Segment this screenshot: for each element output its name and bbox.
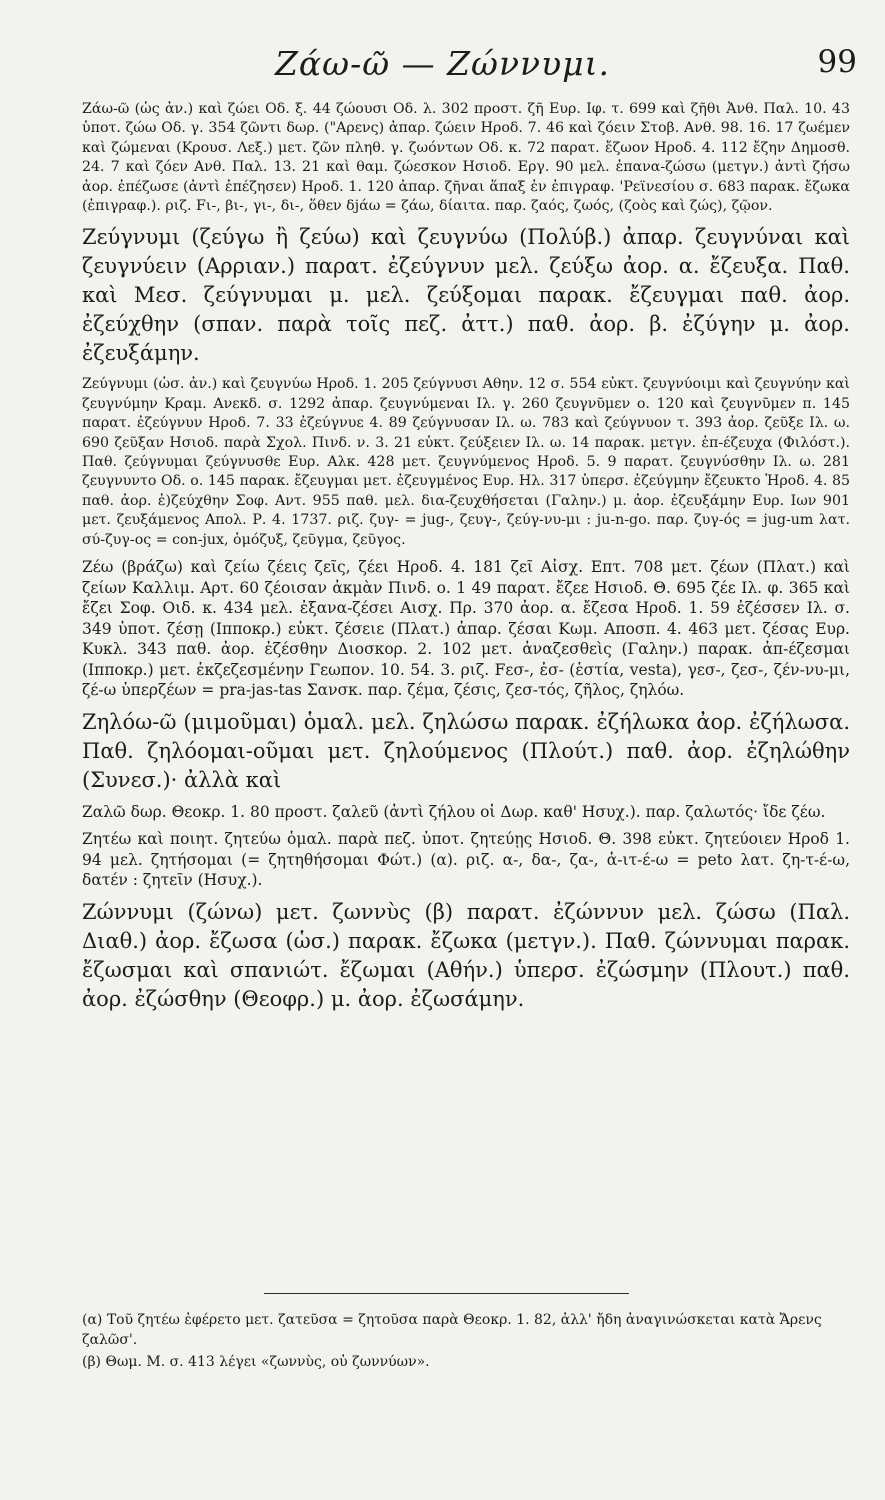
footnotes — [82, 1310, 850, 1374]
running-head — [0, 40, 885, 88]
entry-zeugnymi-detail: Ζεύγνυμι (ὡσ. ἀν.) καὶ ζευγνύω Ηροδ. 1. 205 ζεύγνυσι Αθην. 12 σ. 554 εὐκτ. ζευγνύοιμι καὶ ζευγνύην καὶ ζευγνύμην Κραμ. Ανεκδ. σ. 1292 ἀπαρ. ζευγνύμεναι Ιλ. γ. 260 ζευγνῦμεν ο. 120 καὶ ζευγνῦμεν π. 145 παρατ. ἐζεύγνυν Ηροδ. 7. 33 ἐζεύγνυε 4. 89 ζεύγνυσαν Ιλ. ω. 783 καὶ ζεύγνυον τ. 393 ἀορ. ζεῦξε Ιλ. ω. 690 ζεῦξαν Ησιοδ. παρὰ Σχολ. Πινδ. ν. 3. 21 εὐκτ. ζεύξειεν Ιλ. ω. 14 παρακ. μετγν. ἐπ-έζευχα (Φιλόστ.). Παθ. ζεύγνυμαι ζεύγνυσθε Ευρ. Αλκ. 428 μετ. ζευγνύμενος Ηροδ. 5. 9 παρατ. ζευγνύσθην Ιλ. ω. 281 ζευγνυντο Οδ. ο. 145 παρακ. ἔζευγμαι μετ. ἐζευγμένος Ευρ. Ηλ. 317 ὑπερσ. ἐζεύγμην ἔζευκτο Ἡροδ. 4. 85 παθ. ἀορ. ἐ)ζεύχθην Σοφ. Αντ. 955 παθ. μελ. δια-ζευχθήσεται (Γαλην.) μ. ἀορ. ἐζευξάμην Ευρ. Ιων 901 μετ. ζευξάμενος Απολ. Ρ. 4. 1737. ριζ. ζυγ- = jug-, ζευγ-, ζεύγ-νυ-μι : ju-n-go. παρ. ζυγ-ός = jug-um λατ. σύ-ζυγ-ος = con-jux, ὁμόζυξ, ζεῦγμα, ζεῦγος. — [82, 376, 850, 548]
footnote-b: (β) Θωμ. Μ. σ. 413 λέγει «ζωννὺς, οὐ ζωννύων». — [82, 1354, 430, 1370]
page-title: Ζάω-ῶ — Ζώννυμι. — [274, 44, 611, 83]
footnote-a: (α) Τοῦ ζητέω ἐφέρετο μετ. ζατεῦσα = ζητοῦσα παρὰ Θεοκρ. 1. 82, ἀλλ' ἤδη ἀναγινώσκεται κατὰ Ἄρενς ζαλῶσ'. — [82, 1312, 822, 1348]
body-text — [82, 100, 850, 1021]
entry-zalo: Ζαλῶ δωρ. Θεοκρ. 1. 80 προστ. ζαλεῦ (ἀντὶ ζήλου οἱ Δωρ. καθ' Ησυχ.). παρ. ζαλωτός· ἴδε ζέω. — [82, 802, 826, 821]
entry-zao: Ζάω-ῶ (ὡς ἀν.) καὶ ζώει Οδ. ξ. 44 ζώουσι Οδ. λ. 302 προστ. ζῆ Ευρ. Ιφ. τ. 699 καὶ ζῆθι Ἀνθ. Παλ. 10. 43 ὑποτ. ζώω Οδ. γ. 354 ζῶντι δωρ. ("Αρενς) ἀπαρ. ζώειν Ηροδ. 7. 46 καὶ ζόειν Στοβ. Ανθ. 98. 16. 17 ζωέμεν καὶ ζώμεναι (Κρουσ. Λεξ.) μετ. ζῶν πληθ. γ. ζωόντων Οδ. κ. 72 παρατ. ἔζωον Ηροδ. 4. 112 ἔζην Δημοσθ. 24. 7 καὶ ζόεν Ανθ. Παλ. 13. 21 καὶ θαμ. ζώεσκον Ησιοδ. Εργ. 90 μελ. ἐπανα-ζώσω (μετγν.) ἀντὶ ζήσω ἀορ. ἐπέζωσε (ἀντὶ ἐπέζησεν) Ηροδ. 1. 120 ἀπαρ. ζῆναι ἅπαξ ἐν ἐπιγραφ. 'Ρεϊνεσίου σ. 683 παρακ. ἔζωκα (ἐπιγραφ.). ριζ. Fι-, βι-, γι-, δι-, ὅθεν δjάω = ζάω, δίαιτα. παρ. ζαός, ζωός, (ζοὸς καὶ ζώς), ζῷον. — [82, 101, 850, 215]
entry-zeloo: Ζηλόω-ῶ (μιμοῦμαι) ὁμαλ. μελ. ζηλώσω παρακ. ἐζήλωκα ἀορ. ἐζήλωσα. Παθ. ζηλόομαι-οῦμαι μετ. ζηλούμενος (Πλούτ.) παθ. ἀορ. ἐζηλώθην (Συνεσ.)· ἀλλὰ καὶ — [82, 709, 850, 792]
entry-zeo: Ζέω (βράζω) καὶ ζείω ζέεις ζεῖς, ζέει Ηροδ. 4. 181 ζεῖ Αἰσχ. Επτ. 708 μετ. ζέων (Πλατ.) καὶ ζείων Καλλιμ. Αρτ. 60 ζέοισαν ἀκμὰν Πινδ. ο. 1 49 παρατ. ἔζεε Ησιοδ. Θ. 695 ζέε Ιλ. φ. 365 καὶ ἔζει Σοφ. Οιδ. κ. 434 μελ. ἐξανα-ζέσει Αισχ. Πρ. 370 ἀορ. α. ἔζεσα Ηροδ. 1. 59 ἐζέσσεν Ιλ. σ. 349 ὑποτ. ζέσῃ (Ιπποκρ.) εὐκτ. ζέσειε (Πλατ.) ἀπαρ. ζέσαι Κωμ. Αποσπ. 4. 463 μετ. ζέσας Ευρ. Κυκλ. 343 παθ. ἀορ. ἐζέσθην Διοσκορ. 2. 102 μετ. ἀναζεσθεὶς (Γαλην.) παρακ. ἀπ-έζεσμαι (Ιπποκρ.) μετ. ἐκζεζεσμένην Γεωπον. 10. 54. 3. ριζ. Fεσ-, ἐσ- (ἑστία, vesta), γεσ-, ζεσ-, ζέν-νυ-μι, ζέ-ω ὑπερζέων = pra-jas-tas Σανσκ. παρ. ζέμα, ζέσις, ζεσ-τός, ζῆλος, ζηλόω. — [82, 558, 850, 700]
entry-zeteo: Ζητέω καὶ ποιητ. ζητεύω ὁμαλ. παρὰ πεζ. ὑποτ. ζητεύῃς Ησιοδ. Θ. 398 εὐκτ. ζητεύοιεν Ηροδ 1. 94 μελ. ζητήσομαι (= ζητηθήσομαι Φώτ.) (α). ριζ. α-, δα-, ζα-, ἀ-ιτ-έ-ω = peto λατ. ζη-τ-έ-ω, δατέν : ζητεῖν (Ησυχ.). — [82, 830, 850, 890]
entry-zeugnymi-main: Ζεύγνυμι (ζεύγω ἢ ζεύω) καὶ ζευγνύω (Πολύβ.) ἀπαρ. ζευγνύναι καὶ ζευγνύειν (Αρριαν.) παρατ. ἐζεύγνυν μελ. ζεύξω ἀορ. α. ἔζευξα. Παθ. καὶ Μεσ. ζεύγνυμαι μ. μελ. ζεύξομαι παρακ. ἔζευγμαι παθ. ἀορ. ἐζεύχθην (σπαν. παρὰ τοῖς πεζ. ἀττ.) παθ. ἀορ. β. ἐζύγην μ. ἀορ. ἐζευξάμην. — [82, 225, 850, 366]
entry-zonnymi: Ζώννυμι (ζώνω) μετ. ζωννὺς (β) παρατ. ἐζώννυν μελ. ζώσω (Παλ. Διαθ.) ἀορ. ἔζωσα (ὡσ.) παρακ. ἔζωκα (μετγν.). Παθ. ζώννυμαι παρακ. ἔζωσμαι καὶ σπανιώτ. ἔζωμαι (Αθήν.) ὑπερσ. ἐζώσμην (Πλουτ.) παθ. ἀορ. ἐζώσθην (Θεοφρ.) μ. ἀορ. ἐζωσάμην. — [82, 899, 850, 1011]
page-number: 99 — [817, 44, 857, 80]
footnote-divider — [264, 1293, 629, 1294]
